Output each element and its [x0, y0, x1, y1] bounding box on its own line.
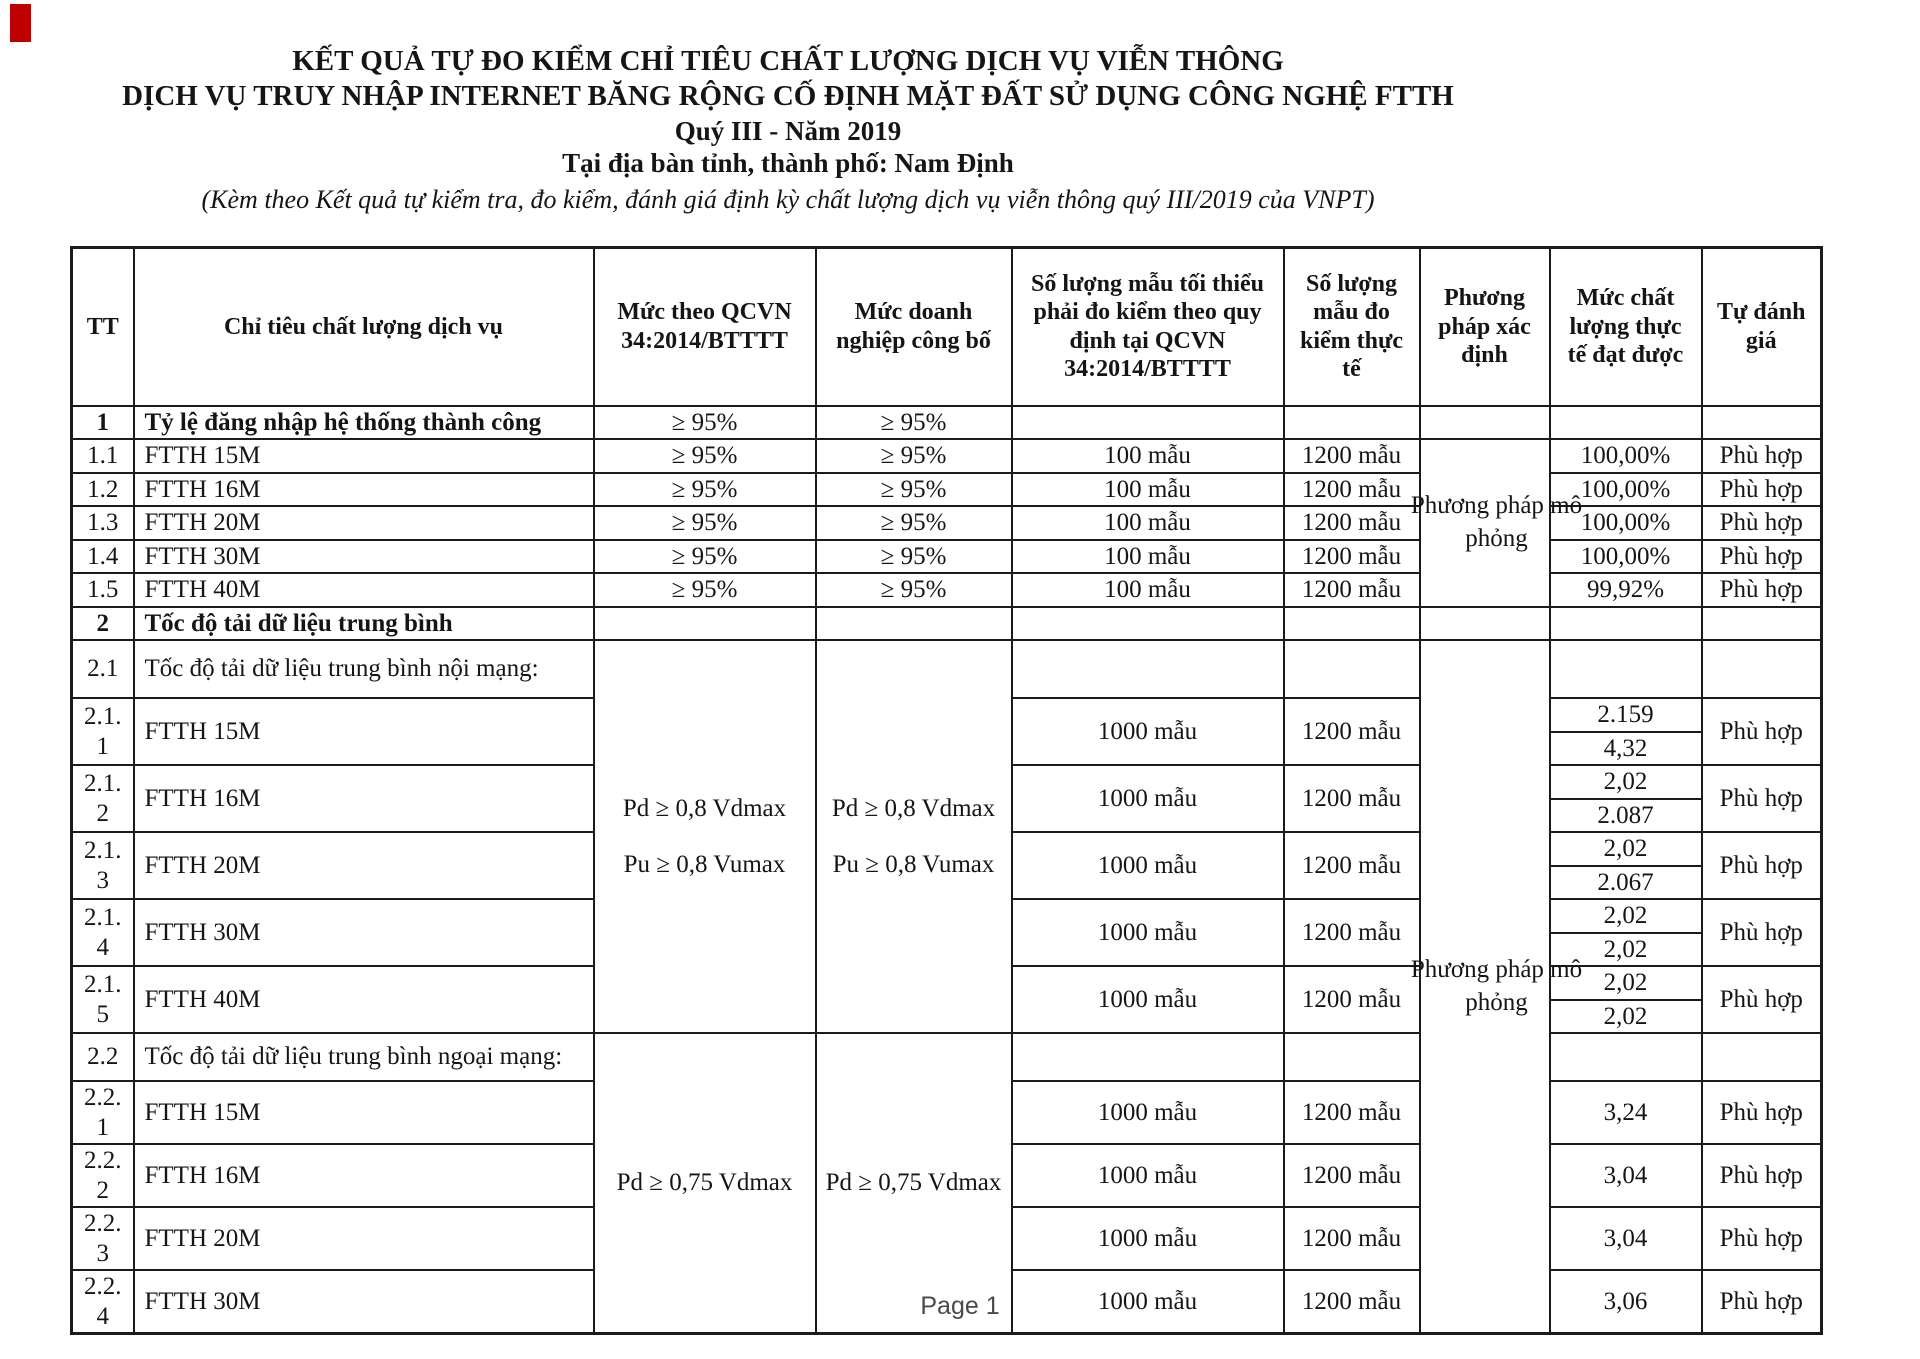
empty-cell [1012, 406, 1284, 440]
cell-method [1410, 640, 1583, 1334]
table-row [72, 1033, 1822, 1081]
cell-indicator: FTTH 40M [134, 573, 594, 607]
cell-indicator: FTTH 30M [134, 540, 594, 574]
empty-cell [1702, 640, 1822, 698]
cell-eval: Phù hợp [1702, 966, 1822, 1033]
cell-result: 3,04 [1550, 1144, 1702, 1207]
cell-result-top: 2,02 [1550, 899, 1702, 933]
cell-tt: 2 [72, 607, 134, 641]
cell-min-samples: 100 mẫu [1012, 439, 1284, 473]
cell-eval: Phù hợp [1702, 473, 1822, 507]
empty-cell [1284, 607, 1420, 641]
cell-published-level: Pd ≥ 0,75 Vdmax [816, 1033, 1012, 1334]
cell-indicator: Tốc độ tải dữ liệu trung bình ngoại mạng: [134, 1033, 594, 1081]
cell-indicator: FTTH 20M [134, 832, 594, 899]
empty-cell [1702, 607, 1822, 641]
empty-cell [816, 607, 1012, 641]
cell-tt: 2.1.4 [72, 899, 134, 966]
cell-indicator: FTTH 15M [134, 439, 594, 473]
cell-indicator: FTTH 20M [134, 506, 594, 540]
cell-tt: 2.1.5 [72, 966, 134, 1033]
cell-result-bottom: 4,32 [1550, 732, 1702, 766]
cell-indicator: FTTH 16M [134, 473, 594, 507]
empty-cell [1550, 640, 1702, 698]
cell-tt: 1.4 [72, 540, 134, 574]
cell-actual-samples: 1200 mẫu [1284, 832, 1420, 899]
cell-min-samples: 1000 mẫu [1012, 966, 1284, 1033]
cell-actual-samples: 1200 mẫu [1284, 1081, 1420, 1144]
empty-cell [1702, 1033, 1822, 1081]
cell-result: 100,00% [1550, 506, 1702, 540]
header-indicator: Chỉ tiêu chất lượng dịch vụ [134, 248, 594, 406]
cell-eval: Phù hợp [1702, 698, 1822, 765]
cell-qcvn-level: ≥ 95% [594, 540, 816, 574]
cell-published-level: ≥ 95% [816, 473, 1012, 507]
cell-tt: 2.2.4 [72, 1270, 134, 1334]
qcvn-line1: Pd ≥ 0,8 Vdmax [622, 794, 787, 822]
cell-min-samples: 1000 mẫu [1012, 1144, 1284, 1207]
cell-indicator: FTTH 15M [134, 1081, 594, 1144]
cell-min-samples: 1000 mẫu [1012, 1081, 1284, 1144]
cell-eval: Phù hợp [1702, 765, 1822, 832]
cell-published-level [816, 640, 1012, 1033]
cell-tt: 1.5 [72, 573, 134, 607]
cell-result-top: 2.159 [1550, 698, 1702, 732]
cell-tt: 1.1 [72, 439, 134, 473]
cell-eval: Phù hợp [1702, 899, 1822, 966]
document-location: Tại địa bàn tỉnh, thành phố: Nam Định [562, 148, 1014, 179]
cell-min-samples: 100 mẫu [1012, 540, 1284, 574]
cell-eval: Phù hợp [1702, 832, 1822, 899]
table-row [72, 540, 1822, 574]
cell-eval: Phù hợp [1702, 1144, 1822, 1207]
cell-tt: 2.2.2 [72, 1144, 134, 1207]
empty-cell [1284, 640, 1420, 698]
header-self-eval: Tự đánh giá [1702, 248, 1822, 406]
cell-result-bottom: 2.087 [1550, 799, 1702, 833]
document-title-line2: DỊCH VỤ TRUY NHẬP INTERNET BĂNG RỘNG CỐ ĐỊNH MẶT ĐẤT SỬ DỤNG CÔNG NGHỆ FTTH [122, 80, 1454, 113]
empty-cell [1012, 607, 1284, 641]
cell-result: 100,00% [1550, 540, 1702, 574]
empty-cell [1012, 1033, 1284, 1081]
cell-actual-samples: 1200 mẫu [1284, 1144, 1420, 1207]
header-actual-samples: Số lượng mẫu đo kiểm thực tế [1284, 248, 1420, 406]
header-published-level: Mức doanh nghiệp công bố [816, 248, 1012, 406]
cell-qcvn-level: ≥ 95% [594, 406, 816, 440]
cell-tt: 2.1 [72, 640, 134, 698]
cell-indicator: FTTH 30M [134, 899, 594, 966]
cell-result: 99,92% [1550, 573, 1702, 607]
empty-cell [1284, 1033, 1420, 1081]
cell-method [1410, 439, 1583, 607]
cell-min-samples: 100 mẫu [1012, 473, 1284, 507]
header-method: Phương pháp xác định [1420, 248, 1550, 406]
cell-tt: 1.2 [72, 473, 134, 507]
empty-cell [1550, 1033, 1702, 1081]
cell-min-samples: 1000 mẫu [1012, 765, 1284, 832]
cell-result-bottom: 2,02 [1550, 933, 1702, 967]
empty-cell [1550, 607, 1702, 641]
cell-eval: Phù hợp [1702, 439, 1822, 473]
document-period: Quý III - Năm 2019 [674, 115, 902, 146]
cell-eval: Phù hợp [1702, 506, 1822, 540]
cell-eval: Phù hợp [1702, 1081, 1822, 1144]
cell-indicator: Tốc độ tải dữ liệu trung bình [134, 607, 594, 641]
cell-actual-samples: 1200 mẫu [1284, 899, 1420, 966]
document-header [0, 0, 1576, 216]
cell-qcvn-level: ≥ 95% [594, 506, 816, 540]
cell-indicator: FTTH 30M [134, 1270, 594, 1334]
document-subtitle: (Kèm theo Kết quả tự kiểm tra, đo kiểm, đánh giá định kỳ chất lượng dịch vụ viễn thông quý III/2019 của VNPT) [201, 184, 1375, 214]
cell-min-samples: 1000 mẫu [1012, 698, 1284, 765]
empty-cell [1420, 406, 1550, 440]
table-row [72, 439, 1822, 473]
cell-tt: 2.2.1 [72, 1081, 134, 1144]
cell-published-level: ≥ 95% [816, 573, 1012, 607]
cell-actual-samples: 1200 mẫu [1284, 1207, 1420, 1270]
cell-tt: 1 [72, 406, 134, 440]
cell-result: 100,00% [1550, 439, 1702, 473]
cell-min-samples: 100 mẫu [1012, 573, 1284, 607]
cell-actual-samples: 1200 mẫu [1284, 1270, 1420, 1334]
cell-result: 3,24 [1550, 1081, 1702, 1144]
cell-indicator: FTTH 16M [134, 1144, 594, 1207]
cell-published-level: ≥ 95% [816, 439, 1012, 473]
table-row [72, 607, 1822, 641]
cell-eval: Phù hợp [1702, 1270, 1822, 1334]
method-label: Phương pháp mô phỏng [1410, 492, 1583, 552]
document-title-line1: KẾT QUẢ TỰ ĐO KIỂM CHỈ TIÊU CHẤT LƯỢNG DỊCH VỤ VIỄN THÔNG [292, 45, 1284, 77]
table-row [72, 640, 1822, 698]
cell-tt: 1.3 [72, 506, 134, 540]
header-tt: TT [72, 248, 134, 406]
cell-actual-samples: 1200 mẫu [1284, 506, 1420, 540]
header-qcvn-level: Mức theo QCVN 34:2014/BTTTT [594, 248, 816, 406]
empty-cell [594, 607, 816, 641]
published-line2: Pu ≥ 0,8 Vumax [832, 850, 995, 878]
cell-min-samples: 100 mẫu [1012, 506, 1284, 540]
cell-result: 3,04 [1550, 1207, 1702, 1270]
cell-eval: Phù hợp [1702, 540, 1822, 574]
header-result: Mức chất lượng thực tế đạt được [1550, 248, 1702, 406]
cell-result-bottom: 2,02 [1550, 1000, 1702, 1034]
table-row [72, 573, 1822, 607]
cell-indicator: FTTH 40M [134, 966, 594, 1033]
cell-indicator: Tỷ lệ đăng nhập hệ thống thành công [134, 406, 594, 440]
cell-actual-samples: 1200 mẫu [1284, 540, 1420, 574]
empty-cell [1550, 406, 1702, 440]
cell-result-top: 2,02 [1550, 966, 1702, 1000]
cell-actual-samples: 1200 mẫu [1284, 573, 1420, 607]
cell-result-bottom: 2.067 [1550, 866, 1702, 900]
cell-indicator: FTTH 15M [134, 698, 594, 765]
cell-indicator: FTTH 16M [134, 765, 594, 832]
cell-tt: 2.1.3 [72, 832, 134, 899]
empty-cell [1702, 406, 1822, 440]
cell-eval: Phù hợp [1702, 1207, 1822, 1270]
cell-min-samples: 1000 mẫu [1012, 1207, 1284, 1270]
cell-eval: Phù hợp [1702, 573, 1822, 607]
page-number: Page 1 [920, 1292, 1000, 1320]
cell-tt: 2.1.2 [72, 765, 134, 832]
cell-qcvn-level: ≥ 95% [594, 573, 816, 607]
cell-result-top: 2,02 [1550, 832, 1702, 866]
cell-result: 3,06 [1550, 1270, 1702, 1334]
cell-result: 100,00% [1550, 473, 1702, 507]
cell-qcvn-level: ≥ 95% [594, 473, 816, 507]
quality-results-table [70, 246, 1823, 1335]
cell-min-samples: 1000 mẫu [1012, 832, 1284, 899]
cell-min-samples: 1000 mẫu [1012, 1270, 1284, 1334]
cell-published-level: ≥ 95% [816, 506, 1012, 540]
cell-min-samples: 1000 mẫu [1012, 899, 1284, 966]
cell-qcvn-level: Pd ≥ 0,75 Vdmax [594, 1033, 816, 1334]
cell-actual-samples: 1200 mẫu [1284, 473, 1420, 507]
cell-actual-samples: 1200 mẫu [1284, 439, 1420, 473]
cell-actual-samples: 1200 mẫu [1284, 698, 1420, 765]
cell-qcvn-level [594, 640, 816, 1033]
published-line1: Pd ≥ 0,8 Vdmax [831, 794, 996, 822]
cell-tt: 2.1.1 [72, 698, 134, 765]
qcvn-line2: Pu ≥ 0,8 Vumax [623, 850, 786, 878]
cell-indicator: FTTH 20M [134, 1207, 594, 1270]
cell-tt: 2.2 [72, 1033, 134, 1081]
empty-cell [1420, 607, 1550, 641]
cell-actual-samples: 1200 mẫu [1284, 765, 1420, 832]
empty-cell [1012, 640, 1284, 698]
table-row [72, 406, 1822, 440]
cell-actual-samples: 1200 mẫu [1284, 966, 1420, 1033]
cell-indicator: Tốc độ tải dữ liệu trung bình nội mạng: [134, 640, 594, 698]
cell-qcvn-level: ≥ 95% [594, 439, 816, 473]
cell-published-level: ≥ 95% [816, 540, 1012, 574]
empty-cell [1284, 406, 1420, 440]
header-min-samples: Số lượng mẫu tối thiểu phải đo kiểm theo quy định tại QCVN 34:2014/BTTTT [1012, 248, 1284, 406]
cell-tt: 2.2.3 [72, 1207, 134, 1270]
scan-artifact-red-mark [10, 4, 31, 42]
cell-result-top: 2,02 [1550, 765, 1702, 799]
table-header-row [72, 248, 1822, 406]
cell-published-level: ≥ 95% [816, 406, 1012, 440]
method-label: Phương pháp mô phỏng [1410, 956, 1583, 1016]
